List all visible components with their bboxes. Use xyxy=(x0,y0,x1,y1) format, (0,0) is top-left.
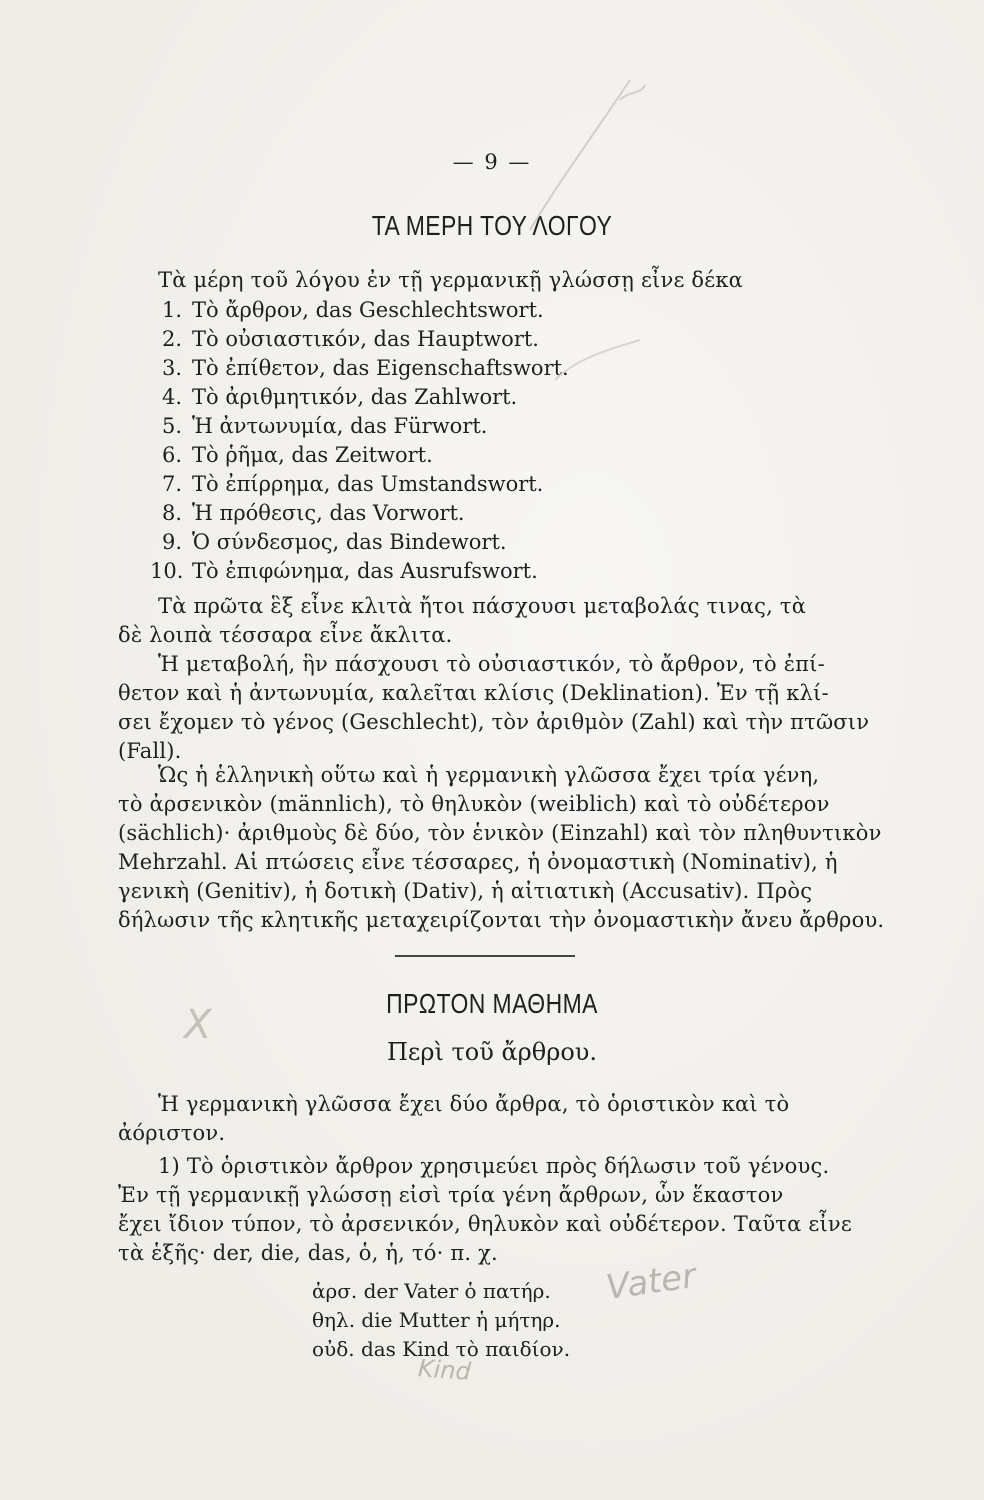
body-line: (sächlich)· ἀριθμοὺς δὲ δύο, τὸν ἑνικὸν (Einzahl) καὶ τὸν πληθυντικὸν xyxy=(118,821,882,845)
body-line: τὸ ἀρσενικὸν (männlich), τὸ θηλυκὸν (weiblich) καὶ τὸ οὐδέτερον xyxy=(118,792,830,816)
lesson-subtitle: Περὶ τοῦ ἄρθρου. xyxy=(387,1038,597,1066)
body-line: τὰ ἑξῆς· der, die, das, ὁ, ἡ, τό· π. χ. xyxy=(118,1241,498,1265)
body-line: θετον καὶ ἡ ἀντωνυμία, καλεῖται κλίσις (Deklination). Ἐν τῇ κλί- xyxy=(118,681,829,705)
body-line: Ἐν τῇ γερμανικῇ γλώσσῃ εἰσὶ τρία γένη ἄρθρων, ὧν ἕκαστον xyxy=(118,1183,784,1207)
list-number: 6. xyxy=(161,443,182,467)
pencil-cross-mark: X xyxy=(184,1002,212,1048)
body-line: (Fall). xyxy=(118,739,182,763)
list-text: Τὸ οὐσιαστικόν, das Hauptwort. xyxy=(192,327,539,351)
body-line: Τὰ πρῶτα ἓξ εἶνε κλιτὰ ἤτοι πάσχουσι μεταβολάς τινας, τὰ xyxy=(158,594,807,618)
section-divider xyxy=(395,955,575,957)
list-number: 10. xyxy=(150,559,184,583)
list-text: Τὸ ἐπίθετον, das Eigenschaftswort. xyxy=(192,356,569,380)
body-line: Ἡ γερμανικὴ γλῶσσα ἔχει δύο ἄρθρα, τὸ ὁριστικὸν καὶ τὸ xyxy=(158,1092,790,1116)
lesson-title: ΠΡΩΤΟΝ ΜΑΘΗΜΑ xyxy=(386,988,598,1019)
list-item xyxy=(150,470,543,499)
list-text: Τὸ ῥῆμα, das Zeitwort. xyxy=(192,443,433,467)
list-number: 4. xyxy=(161,385,182,409)
body-line: σει ἔχομεν τὸ γένος (Geschlecht), τὸν ἀριθμὸν (Zahl) καὶ τὴν πτῶσιν xyxy=(118,710,870,734)
list-item xyxy=(150,528,507,557)
list-item xyxy=(150,354,569,383)
section-title: ΤΑ ΜΕΡΗ ΤΟΥ ΛΟΓΟΥ xyxy=(371,210,613,241)
body-line: ἔχει ἴδιον τύπον, τὸ ἀρσενικόν, θηλυκὸν καὶ οὐδέτερον. Ταῦτα εἶνε xyxy=(118,1212,852,1236)
body-line: γενικὴ (Genitiv), ἡ δοτικὴ (Dativ), ἡ αἰτιατικὴ (Accusativ). Πρὸς xyxy=(118,879,813,903)
example-line: ἀρσ. der Vater ὁ πατήρ. xyxy=(312,1279,551,1303)
list-text: Τὸ ἐπίρρημα, das Umstandswort. xyxy=(192,472,544,496)
list-text: Ἡ ἀντωνυμία, das Fürwort. xyxy=(192,414,488,438)
list-number: 7. xyxy=(161,472,182,496)
body-line: Ὡς ἡ ἑλληνικὴ οὕτω καὶ ἡ γερμανικὴ γλῶσσα ἔχει τρία γένη, xyxy=(158,763,820,787)
body-line: 1) Τὸ ὁριστικὸν ἄρθρον χρησιμεύει πρὸς δήλωσιν τοῦ γένους. xyxy=(158,1154,830,1178)
list-item xyxy=(150,296,544,325)
list-text: Ὁ σύνδεσμος, das Bindewort. xyxy=(192,530,507,554)
body-line: Ἡ μεταβολή, ἣν πάσχουσι τὸ οὐσιαστικόν, τὸ ἄρθρον, τὸ ἐπί- xyxy=(158,652,825,676)
body-line: δήλωσιν τῆς κλητικῆς μεταχειρίζονται τὴν ὀνομαστικὴν ἄνευ ἄρθρου. xyxy=(118,908,885,932)
body-line: δὲ λοιπὰ τέσσαρα εἶνε ἄκλιτα. xyxy=(118,623,453,647)
list-number: 3. xyxy=(161,356,182,380)
list-text: Τὸ ἄρθρον, das Geschlechtswort. xyxy=(192,298,544,322)
list-item xyxy=(150,441,433,470)
list-item xyxy=(150,325,539,354)
list-number: 2. xyxy=(161,327,182,351)
list-text: Ἡ πρόθεσις, das Vorwort. xyxy=(192,501,465,525)
pencil-note-vater: Vater xyxy=(603,1255,699,1309)
list-number: 8. xyxy=(161,501,182,525)
example-line: οὐδ. das Kind τὸ παιδίον. xyxy=(312,1337,571,1361)
list-text: Τὸ ἀριθμητικόν, das Zahlwort. xyxy=(192,385,518,409)
body-line: Mehrzahl. Αἱ πτώσεις εἶνε τέσσαρες, ἡ ὀνομαστικὴ (Nominativ), ἡ xyxy=(118,850,838,874)
list-number: 5. xyxy=(161,414,182,438)
example-line: θηλ. die Mutter ἡ μήτηρ. xyxy=(312,1308,561,1332)
body-line: ἀόριστον. xyxy=(118,1121,226,1145)
list-text: Τὸ ἐπιφώνημα, das Ausrufswort. xyxy=(192,559,538,583)
list-number: 1. xyxy=(161,298,182,322)
list-item xyxy=(150,412,487,441)
pencil-note-kind: Kind xyxy=(417,1354,472,1386)
intro-line: Τὰ μέρη τοῦ λόγου ἐν τῇ γερμανικῇ γλώσσῃ εἶνε δέκα xyxy=(158,268,744,292)
list-item xyxy=(150,499,465,528)
list-item xyxy=(150,557,538,586)
list-item xyxy=(150,383,517,412)
page-number: — 9 — xyxy=(452,150,532,174)
pencil-scribble-icon xyxy=(550,330,650,390)
list-number: 9. xyxy=(161,530,182,554)
pencil-scribble-icon xyxy=(520,60,660,240)
